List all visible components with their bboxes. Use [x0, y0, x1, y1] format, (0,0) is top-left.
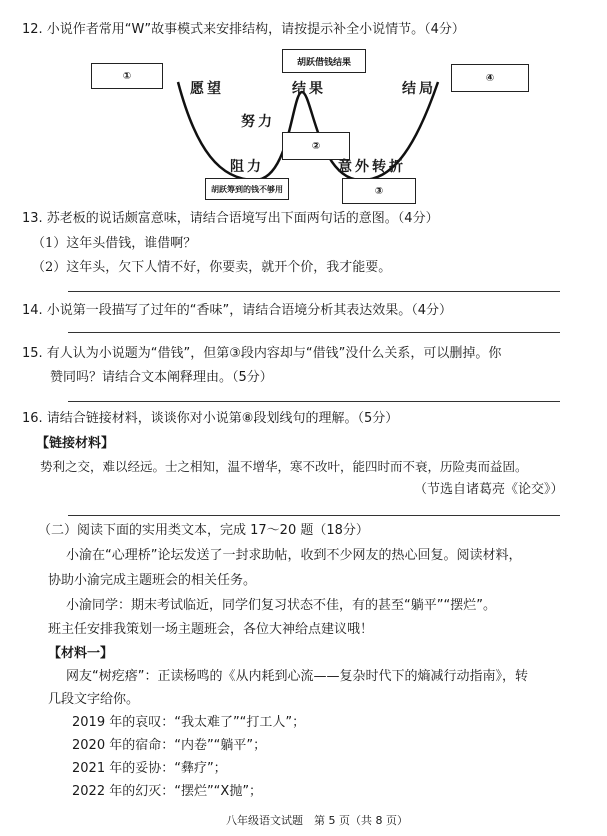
section-2-para-1a: 小渝在“心理桥”论坛发送了一封求助帖，收到不少网友的热心回复。阅读材料， — [66, 548, 522, 563]
box-2[interactable]: ② — [282, 132, 350, 160]
box-1[interactable]: ① — [91, 63, 163, 89]
section-2-para-2b: 班主任安排我策划一场主题班会，各位大神给点建议哦！ — [48, 622, 374, 637]
year-2021-line: 2021 年的妥协：“彝疗”； — [72, 761, 227, 776]
year-2022-line: 2022 年的幻灭：“摆烂”“X抛”； — [72, 784, 263, 799]
label-ending: 结局 — [402, 81, 436, 97]
answer-line[interactable] — [68, 515, 560, 516]
q12-text: 12. 小说作者常用“W”故事模式来安排结构，请按提示补全小说情节。（4分） — [22, 22, 465, 37]
box-result: 胡跃借钱结果 — [282, 49, 366, 73]
section-2-para-2a: 小渝同学：期末考试临近，同学们复习状态不佳，有的甚至“躺平”“摆烂”。 — [66, 598, 496, 613]
year-2020-line: 2020 年的宿命：“内卷”“躺平”； — [72, 738, 267, 753]
box-4[interactable]: ④ — [451, 64, 529, 92]
material-1-line-b: 几段文字给你。 — [48, 692, 140, 707]
section-2-para-1b: 协助小渝完成主题班会的相关任务。 — [48, 573, 257, 588]
answer-line[interactable] — [68, 401, 560, 402]
answer-line[interactable] — [68, 332, 560, 333]
box-obstacle: 胡跃筹到的钱不够用 — [205, 178, 289, 200]
label-result: 结果 — [292, 81, 326, 97]
q15-line-1: 15. 有人认为小说题为“借钱”，但第③段内容却与“借钱”没什么关系，可以删掉。你 — [22, 346, 502, 361]
q13-sentence-1: （1）这年头借钱，谁借啊？ — [32, 236, 197, 251]
answer-line[interactable] — [68, 291, 560, 292]
section-2-heading: （二）阅读下面的实用类文本，完成 17～20 题（18分） — [38, 523, 369, 538]
year-2019-line: 2019 年的哀叹：“我太难了”“打工人”； — [72, 715, 306, 730]
label-twist: 意外转折 — [338, 159, 406, 175]
box-3[interactable]: ③ — [342, 178, 416, 204]
page-footer: 八年级语文试题 第 5 页（共 8 页） — [226, 814, 408, 827]
label-obstacle: 阻力 — [230, 159, 264, 175]
material-1-line-a: 网友“树疙瘩”：正读杨鸣的《从内耗到心流——复杂时代下的熵减行动指南》，转 — [66, 669, 528, 684]
q13-text: 13. 苏老板的说话颇富意味，请结合语境写出下面两句话的意图。（4分） — [22, 211, 439, 226]
q15-line-2: 赞同吗？请结合文本阐释理由。（5分） — [50, 370, 273, 385]
q16-text: 16. 请结合链接材料，谈谈你对小说第⑧段划线句的理解。（5分） — [22, 411, 399, 426]
q14-text: 14. 小说第一段描写了过年的“香味”，请结合语境分析其表达效果。（4分） — [22, 303, 453, 318]
label-effort: 努力 — [241, 114, 275, 130]
link-material-title: 【链接材料】 — [36, 436, 115, 451]
link-material-source: （节选自诸葛亮《论交》） — [414, 482, 564, 497]
q13-sentence-2: （2）这年头，欠下人情不好，你要卖，就开个价，我才能要。 — [32, 260, 392, 275]
material-1-title: 【材料一】 — [48, 646, 114, 661]
label-hope: 愿望 — [190, 81, 224, 97]
link-material-quote: 势利之交，难以经远。士之相知，温不增华，寒不改叶，能四时而不衰，历险夷而益固。 — [40, 459, 528, 474]
